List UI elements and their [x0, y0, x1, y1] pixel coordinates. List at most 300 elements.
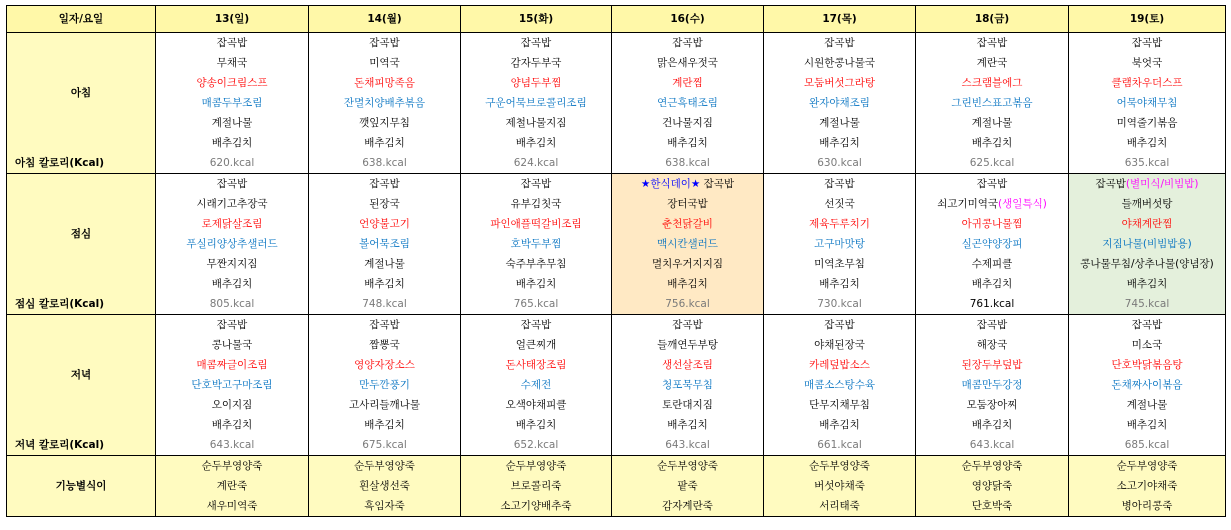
menu-item: 잡곡밥 [369, 37, 400, 49]
functional-cell: 계란죽 [156, 476, 309, 496]
menu-cell [461, 53, 612, 73]
menu-cell [1069, 93, 1226, 113]
meal-row [7, 33, 1226, 54]
menu-cell [309, 335, 461, 355]
functional-row [7, 456, 1226, 477]
menu-item: 잡곡밥 [216, 319, 248, 331]
menu-cell [764, 133, 916, 153]
menu-item: 그린빈스표고볶음 [951, 97, 1033, 109]
functional-cell: 단호박죽 [916, 496, 1069, 517]
menu-item: 배추김치 [971, 137, 1013, 149]
menu-cell [461, 315, 612, 336]
meal-row [7, 133, 1226, 153]
menu-cell [461, 93, 612, 113]
calorie-value: 652.kcal [513, 439, 559, 451]
menu-cell [1069, 214, 1226, 234]
menu-item: 오이지짐 [211, 399, 253, 411]
calorie-cell [309, 435, 461, 456]
menu-cell [612, 315, 764, 336]
menu-item: 숙주부추무침 [505, 258, 567, 270]
calorie-value: 748.kcal [362, 298, 407, 310]
menu-item: 얼큰찌개 [515, 339, 557, 351]
menu-item: 계절나물 [1126, 399, 1168, 411]
menu-item: 선짓국 [824, 198, 855, 210]
meal-row [7, 194, 1226, 214]
menu-cell [764, 33, 916, 54]
day-header-tue: 15(화) [461, 6, 612, 33]
menu-cell [461, 375, 612, 395]
menu-cell [1069, 53, 1226, 73]
menu-item: 매콤두부조림 [201, 97, 263, 109]
calorie-row [7, 435, 1226, 456]
menu-item: 지짐나물(비빔밥용) [1102, 238, 1192, 250]
calorie-cell [764, 294, 916, 315]
menu-cell [764, 335, 916, 355]
menu-item: 배추김치 [211, 419, 253, 431]
functional-cell: 흑임자죽 [309, 496, 461, 517]
menu-item: 연근흑태조림 [657, 97, 718, 109]
menu-item: 푸실리양상추샐러드 [186, 238, 278, 250]
menu-item: 해장국 [976, 339, 1008, 351]
menu-item: 수제피클 [971, 258, 1013, 270]
menu-cell [916, 133, 1069, 153]
menu-cell [309, 33, 461, 54]
menu-item: 모둠장아찌 [966, 399, 1018, 411]
menu-item: 배추김치 [667, 137, 708, 149]
hansik-day-tag: ★한식데이★ [640, 178, 701, 190]
menu-item: 야채계란찜 [1121, 218, 1173, 230]
menu-cell [764, 395, 916, 415]
menu-item: 배추김치 [971, 278, 1013, 290]
menu-cell [612, 395, 764, 415]
menu-item: 단무지채무침 [809, 399, 870, 411]
menu-cell [309, 93, 461, 113]
functional-cell: 팥죽 [612, 476, 764, 496]
calorie-value: 643.kcal [665, 439, 710, 451]
menu-cell [156, 113, 309, 133]
menu-item: 잡곡밥 [520, 319, 552, 331]
functional-row [7, 476, 1226, 496]
menu-item: 배추김치 [364, 278, 405, 290]
menu-cell [461, 214, 612, 234]
menu-cell [309, 53, 461, 73]
menu-cell [612, 73, 764, 93]
meal-row [7, 113, 1226, 133]
meal-row [7, 335, 1226, 355]
menu-item: 계절나물 [819, 117, 860, 129]
calorie-cell [916, 294, 1069, 315]
menu-cell [916, 274, 1069, 294]
menu-item: 매콤소스탕수육 [803, 379, 875, 391]
menu-cell [764, 274, 916, 294]
menu-item: 청포묵무침 [662, 379, 713, 391]
menu-item: 아귀콩나물찜 [961, 218, 1023, 230]
meal-row [7, 93, 1226, 113]
menu-item: 언양불고기 [359, 218, 410, 230]
menu-item: 배추김치 [515, 137, 557, 149]
menu-body [7, 33, 1226, 517]
menu-cell [309, 133, 461, 153]
calorie-cell [612, 153, 764, 174]
menu-item: 돈채짜사이볶음 [1111, 379, 1183, 391]
menu-item: 잡곡밥 [216, 178, 248, 190]
menu-cell [916, 214, 1069, 234]
menu-cell [1069, 415, 1226, 435]
menu-item: 미역국 [369, 57, 400, 69]
menu-cell [612, 375, 764, 395]
menu-item: 구운어묵브로콜리조림 [485, 97, 587, 109]
functional-cell: 순두부영양죽 [309, 456, 461, 477]
menu-item: 북엇국 [1131, 57, 1163, 69]
menu-item: 된장국 [369, 198, 400, 210]
menu-cell [916, 53, 1069, 73]
calorie-value: 624.kcal [513, 157, 559, 169]
menu-cell [309, 415, 461, 435]
menu-cell [612, 53, 764, 73]
calorie-value: 620.kcal [209, 157, 255, 169]
menu-cell [309, 315, 461, 336]
menu-cell [156, 194, 309, 214]
calorie-cell [916, 435, 1069, 456]
menu-cell [1069, 375, 1226, 395]
menu-cell [612, 214, 764, 234]
menu-item: 어묵야채무침 [1116, 97, 1178, 109]
menu-item: 시원한콩나물국 [803, 57, 875, 69]
meal-menu-table [6, 5, 1226, 517]
menu-item: 배추김치 [819, 419, 860, 431]
menu-cell [156, 53, 309, 73]
calorie-cell [309, 153, 461, 174]
menu-item: 된장두부덮밥 [961, 359, 1023, 371]
menu-cell [612, 254, 764, 274]
menu-cell [1069, 234, 1226, 254]
functional-cell: 병아리콩죽 [1069, 496, 1226, 517]
menu-cell [461, 234, 612, 254]
menu-cell [1069, 174, 1226, 195]
calorie-value: 805.kcal [209, 298, 255, 310]
menu-cell [764, 93, 916, 113]
menu-cell [461, 133, 612, 153]
menu-item: 잡곡밥 [672, 37, 703, 49]
menu-item: 배추김치 [1126, 137, 1168, 149]
calorie-cell [156, 153, 309, 174]
calorie-value: 685.kcal [1124, 439, 1170, 451]
menu-item: 양송이크림스프 [196, 77, 268, 89]
menu-cell [461, 174, 612, 195]
menu-cell [461, 194, 612, 214]
calorie-value: 643.kcal [209, 439, 255, 451]
menu-cell [156, 73, 309, 93]
menu-cell [916, 254, 1069, 274]
menu-cell [764, 254, 916, 274]
menu-cell [612, 415, 764, 435]
menu-item: 무짠지지짐 [206, 258, 258, 270]
menu-item: 잡곡밥 [369, 178, 400, 190]
menu-cell [309, 234, 461, 254]
calorie-cell [156, 294, 309, 315]
menu-item: 들깨연두부탕 [657, 339, 718, 351]
menu-cell [916, 93, 1069, 113]
menu-cell [461, 274, 612, 294]
functional-cell: 감자계란죽 [612, 496, 764, 517]
menu-item: 제철나물지짐 [505, 117, 567, 129]
meal-row [7, 73, 1226, 93]
menu-item: 잡곡밥 [976, 178, 1008, 190]
menu-item: 배추김치 [364, 419, 405, 431]
header-row [7, 6, 1226, 33]
menu-cell [764, 375, 916, 395]
meal-row [7, 415, 1226, 435]
menu-cell [156, 93, 309, 113]
menu-item: 잡곡밥 [520, 178, 552, 190]
functional-cell: 순두부영양죽 [1069, 456, 1226, 477]
calorie-cell [461, 294, 612, 315]
menu-cell [309, 274, 461, 294]
menu-item: 완자야채조림 [809, 97, 870, 109]
menu-cell [916, 315, 1069, 336]
menu-cell [1069, 335, 1226, 355]
menu-item: 건나물지짐 [662, 117, 713, 129]
meal-row [7, 355, 1226, 375]
menu-item: 맑은새우젓국 [657, 57, 718, 69]
menu-item: 쇠고기미역국 [937, 198, 999, 210]
menu-cell [764, 113, 916, 133]
calorie-value: 745.kcal [1124, 298, 1170, 310]
menu-cell [156, 395, 309, 415]
calorie-value: 635.kcal [1124, 157, 1170, 169]
menu-item: 배추김치 [819, 137, 860, 149]
menu-cell [612, 133, 764, 153]
menu-cell [916, 174, 1069, 195]
calorie-cell [309, 294, 461, 315]
menu-item: 배추김치 [667, 278, 708, 290]
menu-cell [156, 214, 309, 234]
calorie-row [7, 294, 1226, 315]
menu-cell [156, 274, 309, 294]
calorie-cell [156, 435, 309, 456]
menu-item: 잡곡밥 [976, 319, 1008, 331]
menu-item: 클램차우더스프 [1111, 77, 1183, 89]
menu-item: 시래기고추장국 [196, 198, 268, 210]
menu-note: (별미식/비빔밥) [1125, 178, 1199, 190]
menu-item: 돈채피망족음 [354, 77, 415, 89]
calorie-value: 730.kcal [817, 298, 862, 310]
calorie-cell [1069, 435, 1226, 456]
menu-cell [764, 53, 916, 73]
menu-item: 계절나물 [364, 258, 405, 270]
menu-item: 배추김치 [211, 278, 253, 290]
menu-cell [612, 33, 764, 54]
menu-item: 매콤짜글이조림 [196, 359, 268, 371]
menu-item: 호박두부찜 [510, 238, 562, 250]
menu-item: 배추김치 [515, 278, 557, 290]
menu-cell [916, 355, 1069, 375]
menu-cell [764, 214, 916, 234]
menu-item: 계절나물 [211, 117, 253, 129]
menu-item: 배추김치 [515, 419, 557, 431]
day-header-sat: 19(토) [1069, 6, 1226, 33]
calorie-cell [612, 435, 764, 456]
menu-item: 잡곡밥 [824, 178, 855, 190]
calorie-value: 675.kcal [362, 439, 407, 451]
menu-item: 무채국 [216, 57, 248, 69]
menu-item: 잡곡밥 [976, 37, 1008, 49]
menu-cell [612, 93, 764, 113]
day-header-mon: 14(월) [309, 6, 461, 33]
menu-cell [309, 254, 461, 274]
menu-cell [1069, 113, 1226, 133]
menu-item: 카레덮밥소스 [809, 359, 870, 371]
menu-cell [461, 415, 612, 435]
menu-cell [916, 73, 1069, 93]
functional-cell: 순두부영양죽 [612, 456, 764, 477]
calorie-label: 점심 칼로리(Kcal) [7, 294, 156, 315]
menu-cell [612, 274, 764, 294]
menu-item: 양념두부찜 [510, 77, 562, 89]
menu-item: 제육두루치기 [809, 218, 870, 230]
functional-cell: 순두부영양죽 [461, 456, 612, 477]
menu-item: 콩나물국 [211, 339, 253, 351]
calorie-cell [764, 435, 916, 456]
menu-item: 로제닭살조림 [201, 218, 263, 230]
day-header-fri: 18(금) [916, 6, 1069, 33]
calorie-value: 625.kcal [969, 157, 1015, 169]
menu-cell [916, 33, 1069, 54]
menu-item: 짬뽕국 [369, 339, 400, 351]
menu-cell [1069, 254, 1226, 274]
menu-cell [612, 355, 764, 375]
functional-cell: 영양닭죽 [916, 476, 1069, 496]
menu-item: 매콤만두강정 [961, 379, 1023, 391]
menu-cell [461, 254, 612, 274]
menu-cell [764, 355, 916, 375]
menu-item: 계란찜 [672, 77, 703, 89]
calorie-cell [764, 153, 916, 174]
menu-cell [156, 335, 309, 355]
menu-cell [309, 73, 461, 93]
menu-cell [309, 375, 461, 395]
menu-cell [1069, 315, 1226, 336]
menu-item: 잡곡밥 [1131, 319, 1163, 331]
menu-item: 잔멸치양배추볶음 [343, 97, 426, 109]
menu-item: 잡곡밥 [703, 178, 735, 190]
functional-cell: 순두부영양죽 [156, 456, 309, 477]
functional-cell: 소고기야채죽 [1069, 476, 1226, 496]
functional-cell: 서리태죽 [764, 496, 916, 517]
functional-row [7, 496, 1226, 517]
menu-item: 파인애플떡갈비조림 [490, 218, 582, 230]
calorie-cell [1069, 153, 1226, 174]
menu-cell [612, 113, 764, 133]
menu-cell [156, 375, 309, 395]
menu-cell [1069, 33, 1226, 54]
menu-cell [916, 194, 1069, 214]
menu-item: 맥시칸샐러드 [657, 238, 718, 250]
menu-cell [461, 335, 612, 355]
menu-cell [461, 33, 612, 54]
calorie-cell [612, 294, 764, 315]
meal-label: 점심 [7, 174, 156, 295]
menu-item: 콩나물무침/상추나물(양념장) [1080, 258, 1214, 270]
date-day-header: 일자/요일 [7, 6, 156, 33]
menu-cell [309, 113, 461, 133]
menu-item: 잡곡밥 [1131, 37, 1163, 49]
menu-cell [612, 194, 764, 214]
functional-cell: 브로콜리죽 [461, 476, 612, 496]
calorie-cell [916, 153, 1069, 174]
calorie-value: 643.kcal [969, 439, 1015, 451]
meal-label: 저녁 [7, 315, 156, 436]
meal-row [7, 214, 1226, 234]
meal-label: 아침 [7, 33, 156, 154]
calorie-value: 638.kcal [362, 157, 407, 169]
menu-item: 모둠버섯그라탕 [803, 77, 875, 89]
menu-item: 잡곡밥 [824, 37, 855, 49]
menu-cell [156, 133, 309, 153]
meal-row [7, 53, 1226, 73]
menu-cell [309, 395, 461, 415]
menu-item: 단호박닭볶음탕 [1111, 359, 1183, 371]
menu-cell [156, 315, 309, 336]
menu-cell [1069, 73, 1226, 93]
menu-cell [916, 113, 1069, 133]
menu-item: 단호박고구마조림 [191, 379, 273, 391]
calorie-cell [461, 153, 612, 174]
menu-item: 배추김치 [819, 278, 860, 290]
menu-item: 배추김치 [971, 419, 1013, 431]
meal-row [7, 234, 1226, 254]
meal-row [7, 174, 1226, 195]
calorie-value: 638.kcal [665, 157, 710, 169]
menu-item: 계란국 [976, 57, 1008, 69]
menu-cell [156, 234, 309, 254]
calorie-cell [1069, 294, 1226, 315]
calorie-label: 아침 칼로리(Kcal) [7, 153, 156, 174]
calorie-value: 630.kcal [817, 157, 862, 169]
meal-row [7, 315, 1226, 336]
menu-item: 만두깐풍기 [359, 379, 410, 391]
menu-item: 장터국밥 [667, 198, 708, 210]
menu-item: 돈사태장조림 [505, 359, 567, 371]
menu-cell [309, 174, 461, 195]
calorie-value: 765.kcal [513, 298, 559, 310]
menu-note: (생일특식) [998, 198, 1047, 210]
menu-item: 스크램블에그 [961, 77, 1023, 89]
menu-cell [916, 335, 1069, 355]
menu-cell [309, 194, 461, 214]
day-header-thu: 17(목) [764, 6, 916, 33]
meal-row [7, 395, 1226, 415]
menu-cell [612, 174, 764, 195]
menu-item: 토란대지짐 [662, 399, 713, 411]
menu-cell [916, 375, 1069, 395]
menu-cell [156, 415, 309, 435]
menu-item: 고구마맛탕 [814, 238, 865, 250]
menu-cell [764, 415, 916, 435]
menu-item: 계절나물 [971, 117, 1013, 129]
menu-item: 야채된장국 [814, 339, 865, 351]
menu-item: 고사리들깨나물 [348, 399, 420, 411]
menu-item: 잡곡밥 [216, 37, 248, 49]
functional-cell: 소고기양배추죽 [461, 496, 612, 517]
menu-item: 잡곡밥 [369, 319, 400, 331]
menu-item: 배추김치 [1126, 419, 1168, 431]
menu-cell [1069, 395, 1226, 415]
functional-cell: 순두부영양죽 [916, 456, 1069, 477]
menu-cell [1069, 274, 1226, 294]
menu-cell [764, 234, 916, 254]
calorie-row [7, 153, 1226, 174]
